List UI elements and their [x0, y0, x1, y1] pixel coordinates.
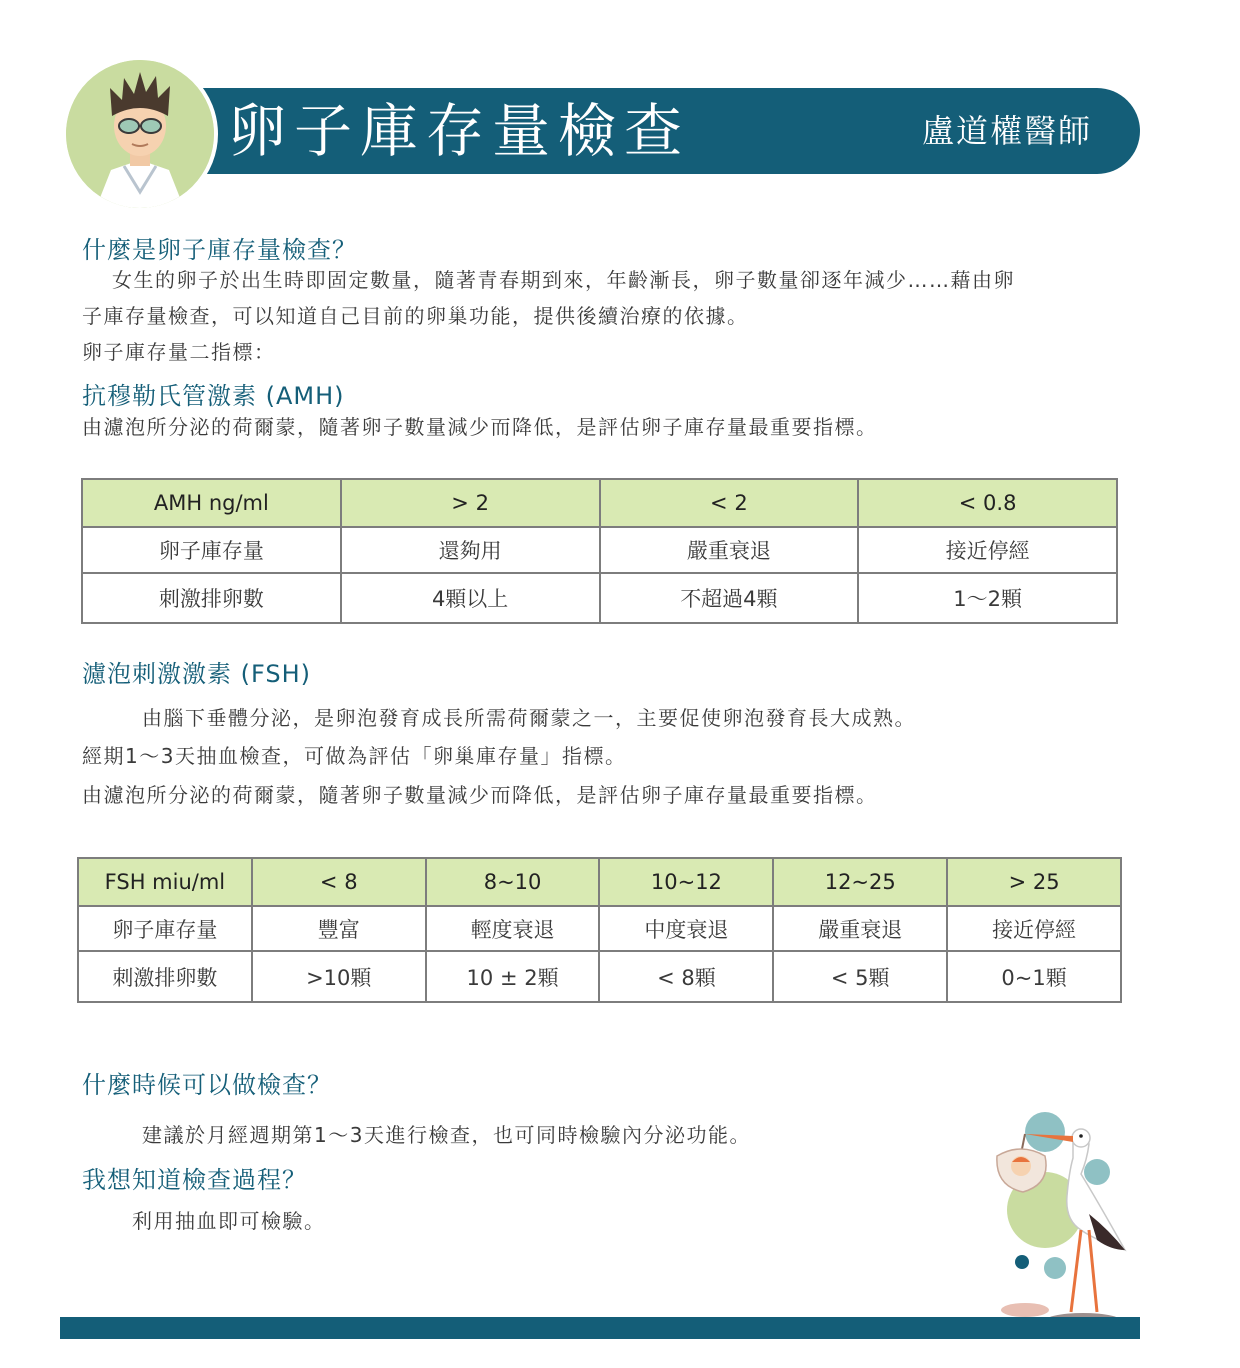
fsh-header-cell: 8~10 — [426, 858, 600, 906]
fsh-cell: 0~1顆 — [947, 951, 1121, 1002]
fsh-cell: < 8顆 — [599, 951, 773, 1002]
process-description: 利用抽血即可檢驗。 — [132, 1209, 326, 1233]
section-heading-fsh: 濾泡刺激激素 (FSH) — [82, 660, 312, 688]
intro-line-2: 子庫存量檢查，可以知道自己目前的卵巢功能，提供後續治療的依據。 — [82, 304, 749, 328]
amh-table-row — [82, 527, 1117, 573]
fsh-header-cell: > 25 — [947, 858, 1121, 906]
fsh-table — [77, 857, 1122, 1003]
amh-cell: 刺激排卵數 — [82, 573, 341, 623]
fsh-line-1: 由腦下垂體分泌，是卵泡發育成長所需荷爾蒙之一，主要促使卵泡發育長大成熟。 — [142, 706, 916, 730]
amh-cell: 還夠用 — [341, 527, 600, 573]
amh-header-cell: < 2 — [600, 479, 859, 527]
amh-header-cell: AMH ng/ml — [82, 479, 341, 527]
fsh-header-cell: < 8 — [252, 858, 426, 906]
amh-table — [81, 478, 1118, 624]
fsh-table-row — [78, 906, 1121, 951]
fsh-cell: 中度衰退 — [599, 906, 773, 951]
amh-description: 由濾泡所分泌的荷爾蒙，隨著卵子數量減少而降低，是評估卵子庫存量最重要指標。 — [82, 415, 878, 439]
fsh-table-header-row — [78, 858, 1121, 906]
fsh-cell: 豐富 — [252, 906, 426, 951]
amh-cell: 嚴重衰退 — [600, 527, 859, 573]
amh-header-cell: > 2 — [341, 479, 600, 527]
fsh-line-2: 經期1～3天抽血檢查，可做為評估「卵巢庫存量」指標。 — [82, 744, 627, 768]
intro-line-3: 卵子庫存量二指標： — [82, 340, 276, 364]
fsh-cell: 刺激排卵數 — [78, 951, 252, 1002]
fsh-cell: 10 ± 2顆 — [426, 951, 600, 1002]
fsh-table-row — [78, 951, 1121, 1002]
amh-table-header-row — [82, 479, 1117, 527]
intro-line-1: 女生的卵子於出生時即固定數量，隨著青春期到來，年齡漸長，卵子數量卻逐年減少……藉由卵 — [112, 268, 1015, 292]
page-title: 卵子庫存量檢查 — [228, 97, 691, 165]
fsh-cell: 輕度衰退 — [426, 906, 600, 951]
when-description: 建議於月經週期第1～3天進行檢查，也可同時檢驗內分泌功能。 — [142, 1123, 751, 1147]
fsh-header-cell: FSH miu/ml — [78, 858, 252, 906]
fsh-cell: 卵子庫存量 — [78, 906, 252, 951]
footer-bar — [60, 1317, 1140, 1339]
section-heading-amh: 抗穆勒氏管激素 (AMH) — [82, 382, 345, 410]
fsh-header-cell: 10~12 — [599, 858, 773, 906]
doctor-avatar — [62, 56, 218, 212]
author-name: 盧道權醫師 — [921, 112, 1092, 150]
section-heading-what: 什麼是卵子庫存量檢查？ — [82, 236, 357, 264]
fsh-cell: < 5顆 — [773, 951, 947, 1002]
fsh-cell: 嚴重衰退 — [773, 906, 947, 951]
amh-cell: 卵子庫存量 — [82, 527, 341, 573]
amh-cell: 不超過4顆 — [600, 573, 859, 623]
amh-cell: 4顆以上 — [341, 573, 600, 623]
fsh-header-cell: 12~25 — [773, 858, 947, 906]
section-heading-process: 我想知道檢查過程？ — [82, 1166, 307, 1194]
amh-cell: 1～2顆 — [858, 573, 1117, 623]
fsh-line-3: 由濾泡所分泌的荷爾蒙，隨著卵子數量減少而降低，是評估卵子庫存量最重要指標。 — [82, 783, 878, 807]
amh-cell: 接近停經 — [858, 527, 1117, 573]
amh-header-cell: < 0.8 — [858, 479, 1117, 527]
amh-table-row — [82, 573, 1117, 623]
stork-illustration — [985, 1100, 1145, 1345]
fsh-cell: >10顆 — [252, 951, 426, 1002]
fsh-cell: 接近停經 — [947, 906, 1121, 951]
section-heading-when: 什麼時候可以做檢查？ — [82, 1071, 332, 1099]
